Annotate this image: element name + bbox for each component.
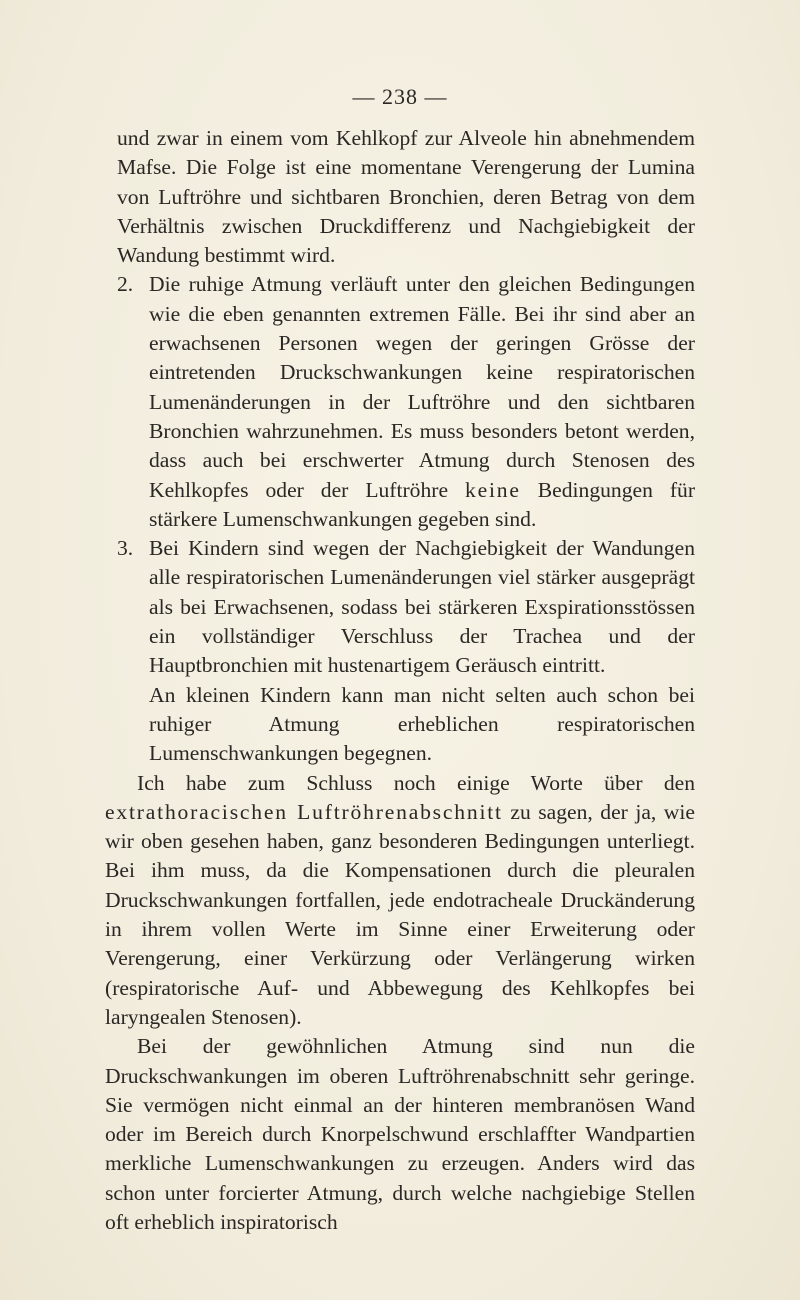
item-2-emphasis: keine (465, 477, 521, 502)
item-number: 2. (117, 272, 134, 297)
paragraph-continuation: und zwar in einem vom Kehlkopf zur Alveole hin abnehmendem Mafse. Die Folge ist eine momentane Verengerung der Lumina von Luftröhre und sichtbaren Bronchien, deren Betrag von dem Verhältnis zwischen Druckdifferenz und Nachgiebigkeit der Wandung bestimmt wird. (117, 126, 695, 268)
page-number: — 238 — (352, 84, 448, 109)
body-text (105, 124, 696, 1237)
paragraph-emphasis: extrathoracischen Luftröhrenabschnitt (105, 799, 503, 824)
paragraph-text: Ich habe zum Schluss noch einige Worte über den (137, 770, 695, 795)
item-3-continuation: An kleinen Kindern kann man nicht selten auch schon bei ruhiger Atmung erheblichen respiratorischen Lumenschwankungen begegnen. (149, 682, 695, 766)
item-3-text: Bei Kindern sind wegen der Nachgiebigkeit der Wandungen alle respiratorischen Lumenänderungen viel stärker ausgeprägt als bei Erwachsenen, sodass bei stärkeren Exspirationsstössen ein vollständiger Verschluss der Trachea und der Hauptbronchien mit hustenartigem Geräusch eintritt. (149, 536, 695, 678)
paragraph-extrathoracic (105, 769, 695, 1033)
numbered-item-2 (117, 270, 695, 534)
paragraph-text-end: zu sagen, der ja, wie wir oben gesehen haben, ganz besonderen Bedingungen unterliegt. Bei ihm muss, da die Kompensationen durch die pleuralen Druckschwankungen fortfallen, jede endotracheale Druckänderung in ihrem vollen Werte im Sinne einer Erweiterung oder Verengerung, einer Verkürzung oder Verlängerung wirken (respiratorische Auf- und Abbewegung des Kehlkopfes bei laryngealen Stenosen). (105, 799, 695, 1029)
paragraph-ordinary-breathing: Bei der gewöhnlichen Atmung sind nun die Druckschwankungen im oberen Luftröhrenabschnitt sehr geringe. Sie vermögen nicht einmal an der hinteren membranösen Wand oder im Bereich durch Knorpelschwund erschlaffter Wandpartien merkliche Lumenschwankungen zu erzeugen. Anders wird das schon unter forcierter Atmung, durch welche nachgiebige Stellen oft erheblich inspiratorisch (105, 1034, 695, 1234)
numbered-item-3 (117, 534, 695, 680)
item-2-text: Die ruhige Atmung verläuft unter den gleichen Bedingungen wie die eben genannten extremen Fälle. Bei ihr sind aber an erwachsenen Personen wegen der geringen Grösse der eintretenden Druckschwankungen keine respiratorischen Lumenänderungen in der Luftröhre und den sichtbaren Bronchien wahrzunehmen. Es muss besonders betont werden, dass auch bei erschwerter Atmung durch Stenosen des Kehlkopfes oder der Luftröhre (149, 272, 695, 502)
item-2-text-end: Bedingungen für stärkere Lumenschwankungen gegeben sind. (149, 477, 696, 531)
item-number: 3. (117, 536, 134, 561)
